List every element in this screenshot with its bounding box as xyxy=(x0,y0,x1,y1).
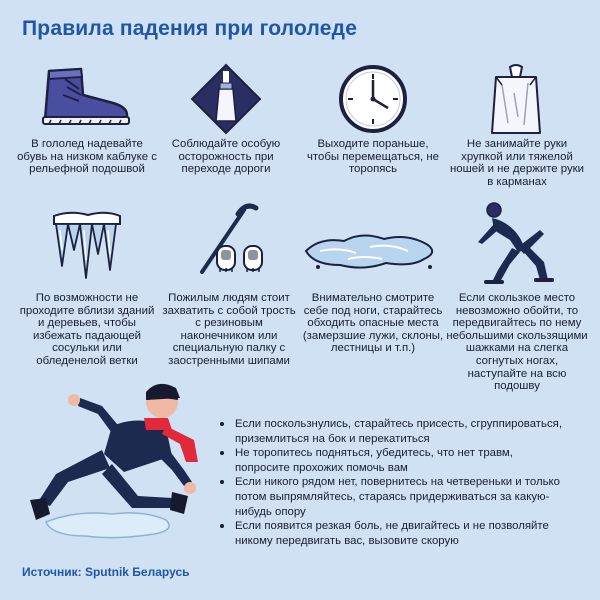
tip-text: Не занимайте руки хрупкой или тяжелой ношей и не держите руки в карманах xyxy=(449,138,585,188)
list-item: Если появится резкая боль, не двигайтесь и не позволяйте никому передвигать вас, вызовите скорую xyxy=(218,519,570,548)
clock-icon xyxy=(338,64,408,134)
bullet-icon xyxy=(220,524,224,528)
list-item: Не торопитесь подняться, убедитесь, что нет травм, попросите прохожих помочь вам xyxy=(218,446,570,475)
bullet-icon xyxy=(220,480,224,484)
bullet-icon xyxy=(220,451,224,455)
tip-text: По возможности не проходите вблизи зданий и деревьев, чтобы избежать падающей сосульки или обледенелой ветки xyxy=(19,292,155,367)
walking-man-icon xyxy=(470,200,562,286)
tip-text: Внимательно смотрите себе под ноги, старайтесь обходить опасные места (замерзшие лужи, склоны, лестницы и т.п.) xyxy=(302,292,444,355)
list-item: Если поскользнулись, старайтесь присесть, сгруппироваться, приземлиться на бок и перекатиться xyxy=(218,417,570,446)
icicles-icon xyxy=(50,210,124,284)
bag-icon xyxy=(488,63,544,137)
boot-icon xyxy=(35,65,135,127)
tip-text: Пожилым людям стоит захватить с собой трость с резиновым наконечником или специальную палку с заостренными шипами xyxy=(162,292,296,367)
fall-tips-list xyxy=(218,417,570,548)
source-credit: Источник: Sputnik Беларусь xyxy=(22,565,190,579)
bullet-icon xyxy=(220,422,224,426)
pedestrian-crossing-icon xyxy=(190,63,262,135)
tip-text: Выходите пораньше, чтобы перемещаться, не торопясь xyxy=(307,138,439,176)
list-item: Если никого рядом нет, повернитесь на четвереньки и только потом выпрямляйтесь, стараясь придерживаться за какую-нибудь опору xyxy=(218,475,570,519)
tip-text: Соблюдайте особую осторожность при переходе дороги xyxy=(171,138,281,176)
page-title: Правила падения при гололеде xyxy=(22,17,358,40)
cane-icon xyxy=(182,202,274,284)
tip-text: Если скользкое место невозможно обойти, то передвигайтесь по нему небольшими скользящими шажками на слегка согнутых ногах, наступайте на всю подошву xyxy=(446,292,588,393)
ice-puddle-icon xyxy=(300,225,440,275)
falling-man-illustration xyxy=(16,374,212,540)
tip-text: В гололед надевайте обувь на низком каблуке с рельефной подошвой xyxy=(17,138,157,176)
